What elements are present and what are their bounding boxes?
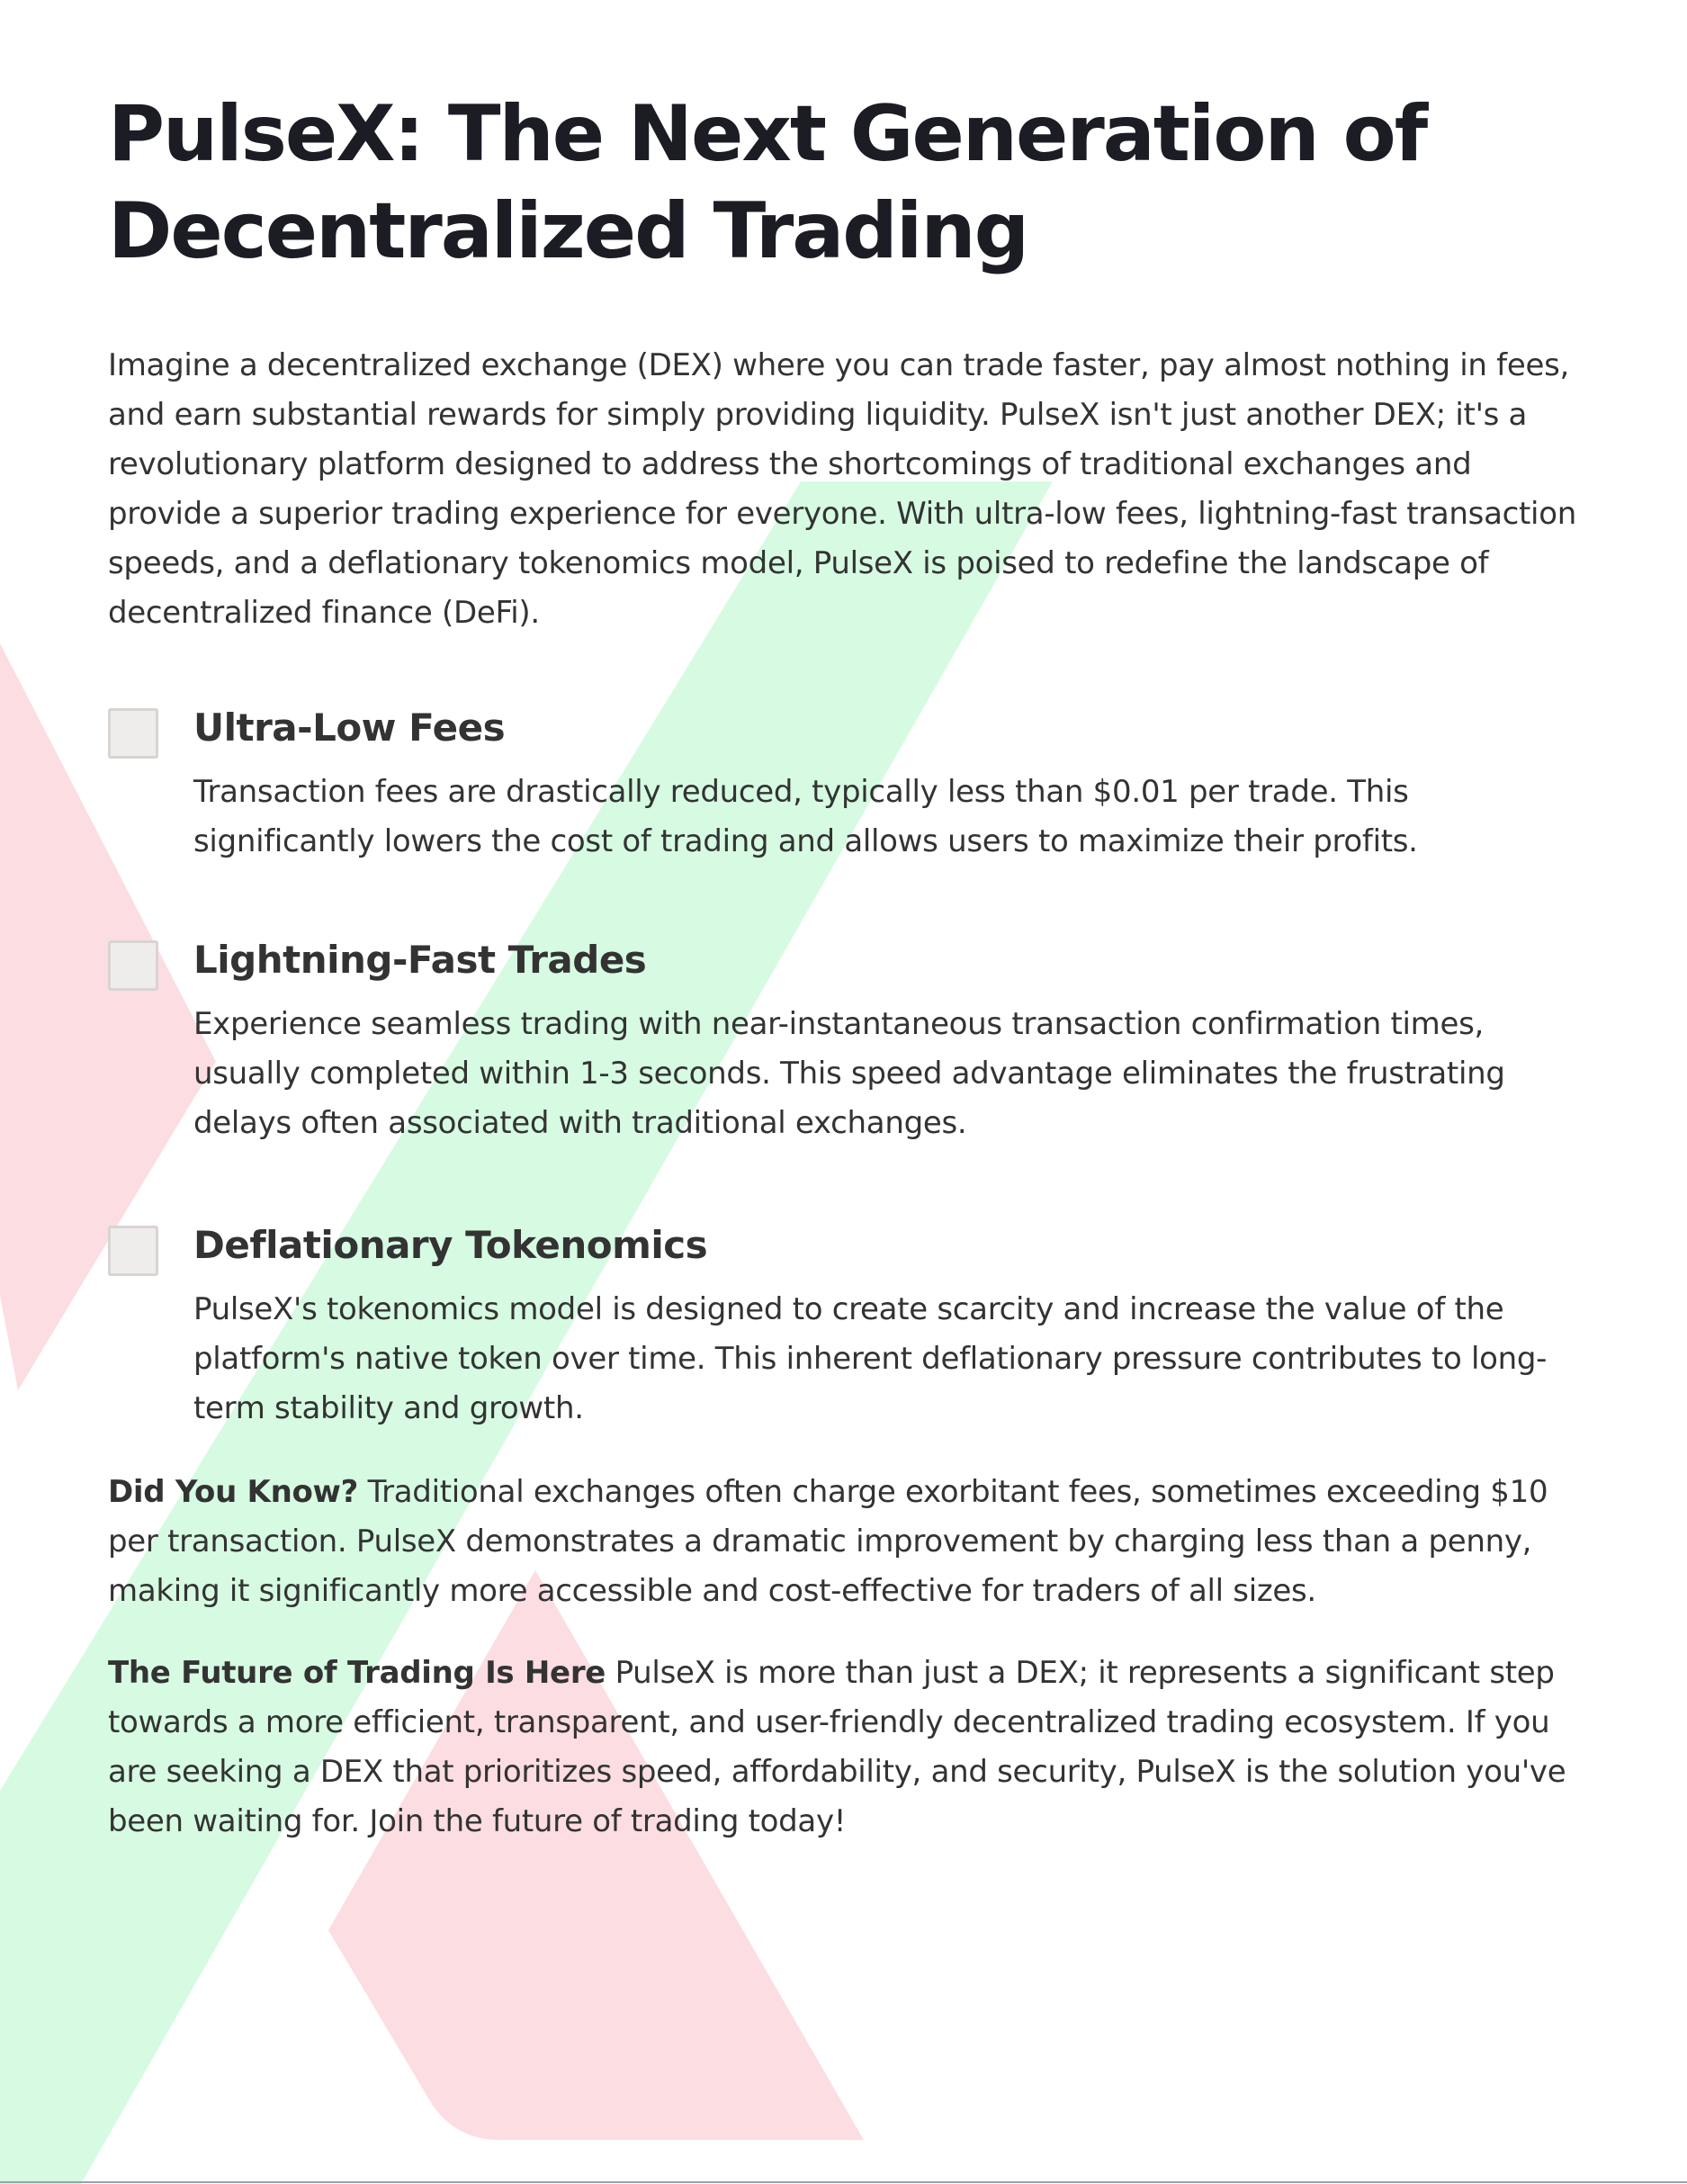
checkbox-icon <box>108 1226 158 1276</box>
page-title: PulseX: The Next Generation of Decentralized Trading <box>108 89 1427 276</box>
feature-heading: Deflationary Tokenomics <box>193 1223 708 1267</box>
feature-heading: Lightning-Fast Trades <box>193 938 647 982</box>
note-text: Traditional exchanges often charge exorbitant fees, sometimes exceeding $10 per transaction. PulseX demonstrates a dramatic improvement by charging less than a penny, making it significantly more accessible and cost-effective for traders of all sizes. <box>108 1474 1548 1609</box>
feature-item-ultra-low-fees <box>108 701 1584 867</box>
feature-heading: Ultra-Low Fees <box>193 706 506 750</box>
note-lead: The Future of Trading Is Here <box>108 1655 606 1691</box>
feature-item-deflationary-tokenomics <box>108 1218 1584 1434</box>
future-of-trading-paragraph <box>108 1649 1584 1847</box>
feature-body: PulseX's tokenomics model is designed to create scarcity and increase the value of the platform's native token over time. This inherent deflationary pressure contributes to long-term stability and growth. <box>193 1291 1548 1426</box>
did-you-know-paragraph <box>108 1468 1584 1616</box>
feature-body: Experience seamless trading with near-instantaneous transaction confirmation times, usually completed within 1-3 seconds. This speed advantage eliminates the frustrating delays often associated with traditional exchanges. <box>193 1006 1505 1141</box>
document-body <box>108 85 1584 1879</box>
checkbox-icon <box>108 940 158 991</box>
note-lead: Did You Know? <box>108 1474 359 1510</box>
feature-list <box>108 701 1584 1434</box>
intro-paragraph: Imagine a decentralized exchange (DEX) where you can trade faster, pay almost nothing in fees, and earn substantial rewards for simply providing liquidity. PulseX isn't just another DEX; it's a revolutionary platform designed to address the shortcomings of traditional exchanges and provide a superior trading experience for everyone. With ultra-low fees, lightning-fast transaction speeds, and a deflationary tokenomics model, PulseX is poised to redefine the landscape of decentralized finance (DeFi). <box>108 347 1576 631</box>
feature-item-lightning-fast-trades <box>108 933 1584 1148</box>
feature-body: Transaction fees are drastically reduced, typically less than $0.01 per trade. This significantly lowers the cost of trading and allows users to maximize their profits. <box>193 774 1418 859</box>
checkbox-icon <box>108 708 158 759</box>
note-text: PulseX is more than just a DEX; it represents a significant step towards a more efficient, transparent, and user-friendly decentralized trading ecosystem. If you are seeking a DEX that prioritizes speed, affordability, and security, PulseX is the solution you've been waiting for. Join the future of trading today! <box>108 1655 1566 1839</box>
